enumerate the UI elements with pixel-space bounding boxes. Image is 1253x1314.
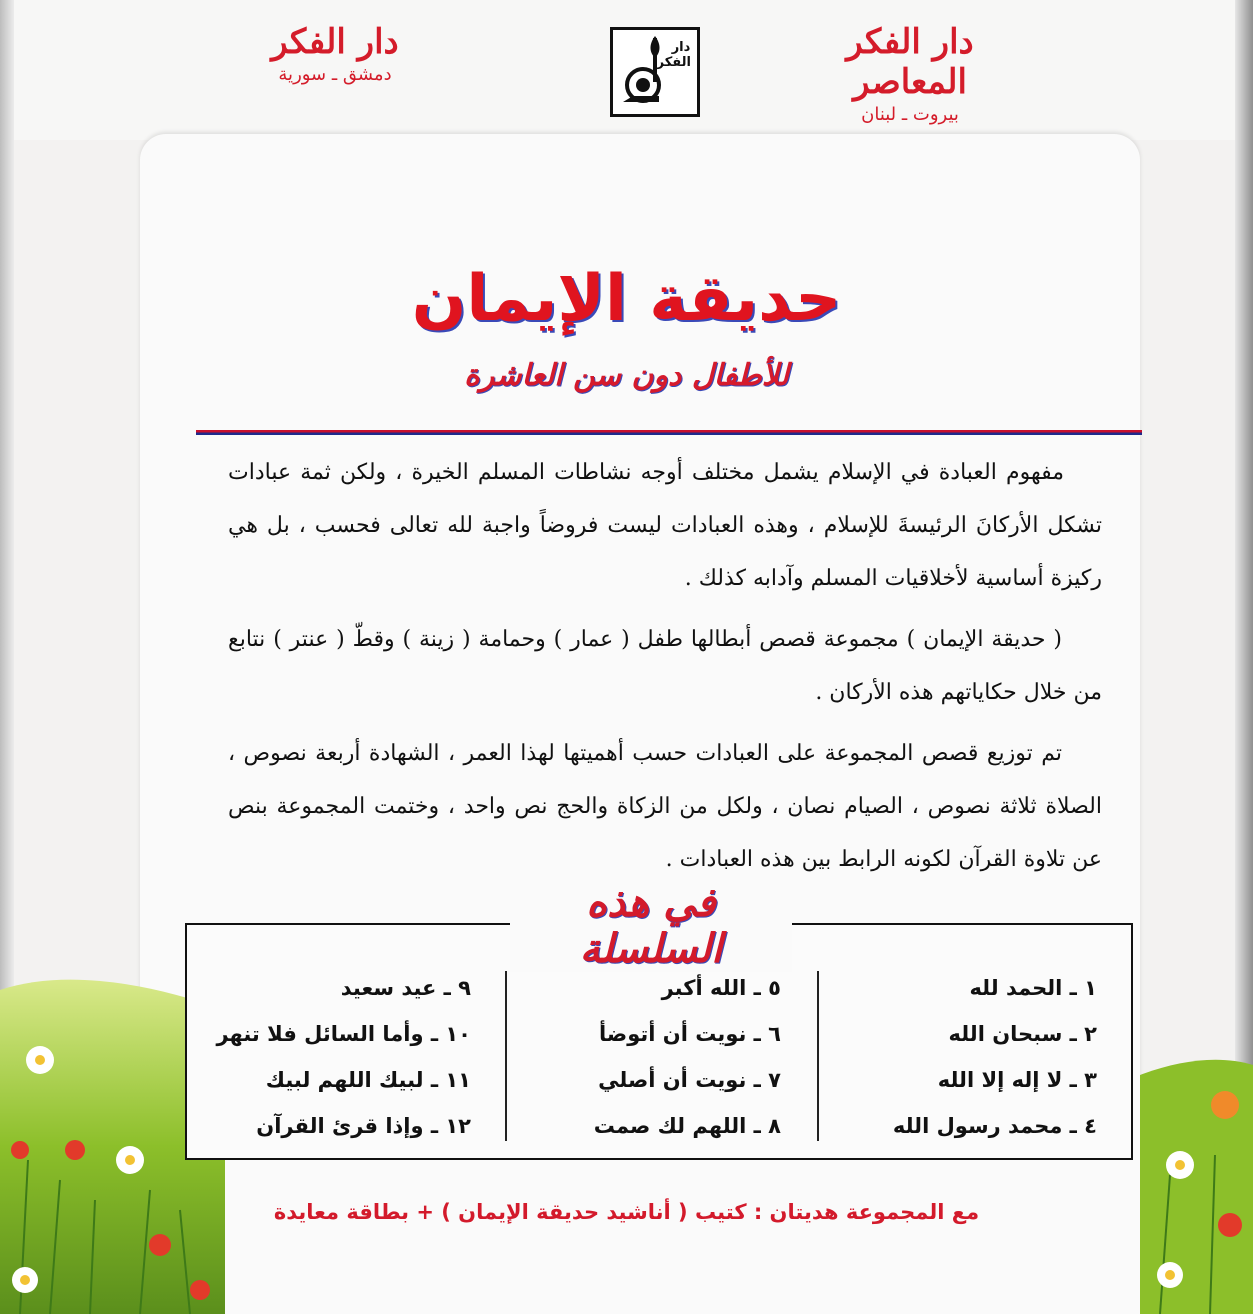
list-item: ١١ ـ لبيك اللهم لبيك xyxy=(265,1068,471,1092)
publisher-logo xyxy=(610,27,700,117)
publisher-damascus-name: دار الفكر xyxy=(271,22,399,62)
list-item: ٧ ـ نويت أن أصلي xyxy=(598,1068,781,1092)
series-heading: في هذه السلسلة xyxy=(510,880,792,972)
list-item: ١٢ ـ وإذا قرئ القرآن xyxy=(256,1114,471,1138)
column-divider xyxy=(817,971,819,1141)
description xyxy=(228,446,1102,894)
series-column-1 xyxy=(893,965,1097,1149)
list-item: ١٠ ـ وأما السائل فلا تنهر xyxy=(216,1022,471,1046)
column-divider xyxy=(505,971,507,1141)
gift-note: مع المجموعة هديتان : كتيب ( أناشيد حديقة الإيمان ) + بطاقة معايدة xyxy=(273,1200,980,1224)
publisher-logo-text: دار الفكر xyxy=(656,40,691,70)
page-subtitle: للأطفال دون سن العاشرة xyxy=(464,358,789,393)
list-item: ٢ ـ سبحان الله xyxy=(948,1022,1097,1046)
publisher-beirut xyxy=(790,22,1030,125)
page-title: حديقة الإيمان xyxy=(411,262,842,336)
divider-rule xyxy=(196,430,1142,435)
meadow-illustration-right xyxy=(1140,1055,1253,1314)
list-item: ٥ ـ الله أكبر xyxy=(661,976,781,1000)
series-column-3 xyxy=(216,965,471,1149)
description-paragraph-2: ( حديقة الإيمان ) مجموعة قصص أبطالها طفل ( عمار ) وحمامة ( زينة ) وقطّ ( عنتر ) نتابع من خلال حكاياتهم هذه الأركان . xyxy=(228,627,1102,705)
description-paragraph-3: تم توزيع قصص المجموعة على العبادات حسب أهميتها لهذا العمر ، الشهادة أربعة نصوص ، الصلاة ثلاثة نصوص ، الصيام نصان ، ولكل من الزكاة والحج نص واحد ، وختمت المجموعة بنص عن تلاوة القرآن لكونه الرابط بين هذه العبادات . xyxy=(228,741,1102,872)
list-item: ٩ ـ عيد سعيد xyxy=(340,976,471,1000)
list-item: ٤ ـ محمد رسول الله xyxy=(892,1114,1097,1138)
list-item: ١ ـ الحمد لله xyxy=(969,976,1097,1000)
description-paragraph-1: مفهوم العبادة في الإسلام يشمل مختلف أوجه نشاطات المسلم الخيرة ، ولكن ثمة عبادات تشكل الأركانَ الرئيسةَ للإسلام ، وهذه العبادات ليست فروضاً واجبة لله تعالى فحسب ، بل هي ركيزة أساسية لأخلاقيات المسلم وآدابه كذلك . xyxy=(228,460,1102,591)
meadow-right-graphic xyxy=(1140,1055,1253,1314)
publisher-beirut-place: بيروت ـ لبنان xyxy=(861,104,959,125)
publisher-damascus xyxy=(230,22,440,85)
publisher-beirut-name: دار الفكر المعاصر xyxy=(846,22,974,102)
list-item: ٨ ـ اللهم لك صمت xyxy=(593,1114,781,1138)
series-column-2 xyxy=(594,965,781,1149)
list-item: ٦ ـ نويت أن أتوضأ xyxy=(599,1022,781,1046)
list-item: ٣ ـ لا إله إلا الله xyxy=(937,1068,1097,1092)
publisher-damascus-place: دمشق ـ سورية xyxy=(278,64,392,85)
